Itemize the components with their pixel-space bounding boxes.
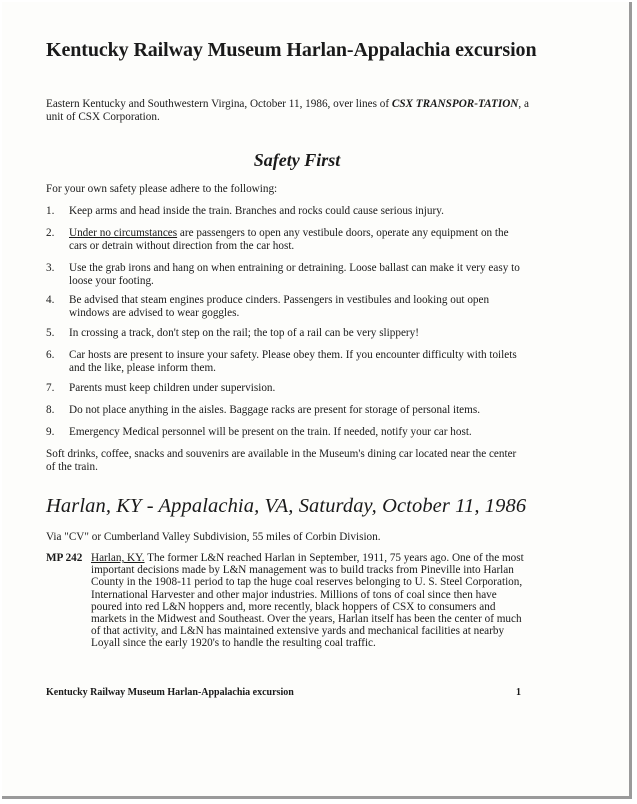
page-number: 1 bbox=[516, 687, 521, 698]
document-page bbox=[2, 2, 632, 799]
rule-number: 4. bbox=[46, 294, 55, 306]
safety-lead: For your own safety please adhere to the following: bbox=[46, 183, 278, 195]
rule-emphasis: Under no circumstances bbox=[69, 227, 178, 239]
intro-text-end: , a unit of CSX Corporation. bbox=[46, 98, 529, 123]
rule-number: 1. bbox=[46, 205, 55, 217]
intro-text: Eastern Kentucky and Southwestern Virgina, October 11, 1986, over lines of bbox=[46, 98, 392, 110]
rule-number: 6. bbox=[46, 349, 55, 361]
rule-text: Be advised that steam engines produce cinders. Passengers in vestibules and looking out open windows are advised to wear goggles. bbox=[69, 294, 490, 319]
rule-text: Use the grab irons and hang on when entraining or detraining. Loose ballast can make it very easy to loose your footing. bbox=[69, 262, 520, 287]
rule-text: Do not place anything in the aisles. Baggage racks are present for storage of personal items. bbox=[69, 404, 481, 416]
footer-title: Kentucky Railway Museum Harlan-Appalachia excursion bbox=[46, 687, 294, 698]
trip-heading: Harlan, KY - Appalachia, VA, Saturday, October 11, 1986 bbox=[46, 495, 527, 517]
rule-number: 8. bbox=[46, 404, 55, 416]
rule-text: Parents must keep children under supervision. bbox=[69, 382, 276, 394]
rule-text: Keep arms and head inside the train. Branches and rocks could cause serious injury. bbox=[69, 205, 444, 217]
milepost-description: Harlan, KY. The former L&N reached Harlan in September, 1911, 75 years ago. One of the most important decisions made by L&N management was to build tracks from Pineville into Harlan County in the 1908-11 period to tap the huge coal reserves belonging to U. S. Steel Corporation, International Harvester and other major industries. Millions of tons of coal since then have poured into red L&N hoppers and, more recently, black hoppers of CSX to consumers and markets in the Midwest and Southeast. Over the years, Harlan itself has been the center of much of that activity, and L&N has maintained extensive yards and mechanical facilities at nearby Loyall since the early 1920's to handle the resulting coal traffic. bbox=[91, 552, 524, 650]
rule-number: 9. bbox=[46, 426, 55, 438]
rule-number: 2. bbox=[46, 227, 55, 239]
rule-number: 5. bbox=[46, 327, 55, 339]
rule-text: In crossing a track, don't step on the rail; the top of a rail can be very slippery! bbox=[69, 327, 419, 339]
rule-text: Emergency Medical personnel will be present on the train. If needed, notify your car host. bbox=[69, 426, 472, 438]
rule-number: 7. bbox=[46, 382, 55, 394]
milepost-label: MP 242 bbox=[46, 552, 83, 564]
rule-number: 3. bbox=[46, 262, 55, 274]
company-name: CSX TRANSPOR-TATION bbox=[391, 98, 519, 110]
rule-text: Car hosts are present to insure your safety. Please obey them. If you encounter difficulty with toilets and the like, please inform them. bbox=[69, 349, 517, 374]
document-title: Kentucky Railway Museum Harlan-Appalachia excursion bbox=[46, 39, 537, 61]
rule-text: Under no circumstances are passengers to open any vestibule doors, operate any equipment on the cars or detrain without direction from the car host. bbox=[69, 227, 509, 252]
intro-paragraph bbox=[46, 98, 536, 124]
refreshments-note: Soft drinks, coffee, snacks and souvenirs are available in the Museum's dining car located near the center of the train. bbox=[46, 448, 517, 473]
safety-heading: Safety First bbox=[253, 150, 341, 170]
milepost-place: Harlan, KY. bbox=[91, 552, 145, 564]
route-note: Via "CV" or Cumberland Valley Subdivision, 55 miles of Corbin Division. bbox=[46, 531, 381, 543]
